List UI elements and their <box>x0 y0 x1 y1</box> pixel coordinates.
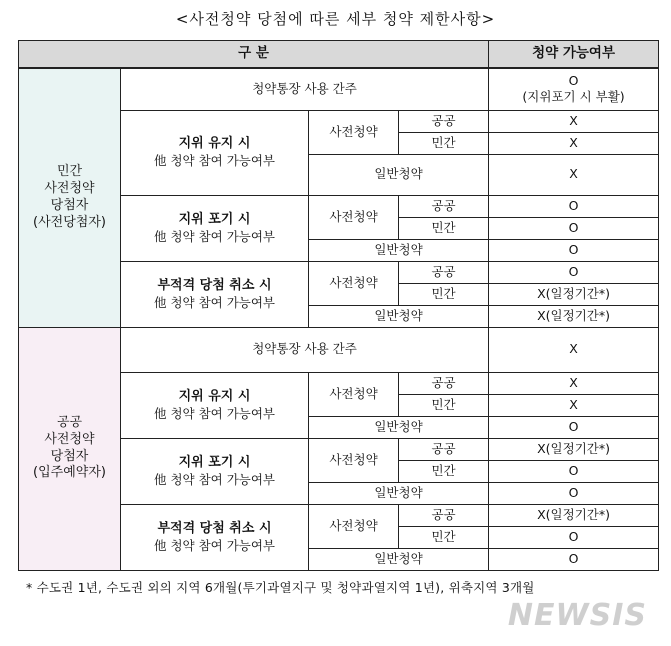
group-label-private <box>19 68 121 327</box>
private-label: 민간 <box>399 394 489 416</box>
group-label-line: 사전청약 <box>44 180 95 196</box>
condition-title: 부적격 당첨 취소 시 <box>157 277 272 293</box>
public-value: X <box>489 372 659 394</box>
account-label: 청약통장 사용 간주 <box>121 327 489 372</box>
general-label: 일반청약 <box>309 239 489 261</box>
pre-subscription-label: 사전청약 <box>309 372 399 416</box>
private-value: O <box>489 526 659 548</box>
public-value: X(일정기간*) <box>489 504 659 526</box>
table-row <box>19 68 659 110</box>
condition-cell <box>121 261 309 327</box>
condition-cell <box>121 110 309 195</box>
private-label: 민간 <box>399 283 489 305</box>
general-label: 일반청약 <box>309 154 489 195</box>
group-label-line: 사전청약 <box>44 431 95 447</box>
pre-subscription-label: 사전청약 <box>309 504 399 548</box>
private-label: 민간 <box>399 217 489 239</box>
group-label-line: 당첨자 <box>50 448 89 464</box>
pre-subscription-label: 사전청약 <box>309 261 399 305</box>
condition-title: 지위 유지 시 <box>178 136 251 152</box>
group-label-line: 공공 <box>56 414 83 430</box>
public-label: 공공 <box>399 261 489 283</box>
general-label: 일반청약 <box>309 416 489 438</box>
public-value: X <box>489 110 659 132</box>
general-value: O <box>489 239 659 261</box>
header-availability: 청약 가능여부 <box>489 41 659 69</box>
general-value: O <box>489 548 659 570</box>
group-label-line: (입주예약자) <box>33 465 106 481</box>
pre-subscription-label: 사전청약 <box>309 438 399 482</box>
general-label: 일반청약 <box>309 548 489 570</box>
public-label: 공공 <box>399 504 489 526</box>
condition-title: 지위 포기 시 <box>178 454 251 470</box>
newsis-watermark-logo: NEWSIS <box>507 598 647 633</box>
public-value: O <box>489 261 659 283</box>
public-label: 공공 <box>399 195 489 217</box>
condition-title: 지위 포기 시 <box>178 211 251 227</box>
private-label: 민간 <box>399 460 489 482</box>
condition-title: 지위 유지 시 <box>178 388 251 404</box>
pre-subscription-label: 사전청약 <box>309 195 399 239</box>
condition-sub: 他 청약 참여 가능여부 <box>153 405 276 421</box>
general-value: O <box>489 416 659 438</box>
general-value: O <box>489 482 659 504</box>
condition-sub: 他 청약 참여 가능여부 <box>153 471 276 487</box>
account-value-line: X <box>569 341 578 357</box>
account-value <box>489 327 659 372</box>
public-label: 공공 <box>399 110 489 132</box>
private-value: X(일정기간*) <box>489 283 659 305</box>
public-label: 공공 <box>399 438 489 460</box>
general-value: X <box>489 154 659 195</box>
condition-cell <box>121 504 309 570</box>
pre-subscription-label: 사전청약 <box>309 110 399 154</box>
table-row <box>19 327 659 372</box>
private-label: 민간 <box>399 132 489 154</box>
table-title: <사전청약 당첨에 따른 세부 청약 제한사항> <box>175 10 496 28</box>
condition-cell <box>121 372 309 438</box>
condition-sub: 他 청약 참여 가능여부 <box>153 537 276 553</box>
private-value: O <box>489 460 659 482</box>
header-category: 구 분 <box>19 41 489 69</box>
general-label: 일반청약 <box>309 482 489 504</box>
account-value-line: (지위포기 시 부활) <box>522 89 625 105</box>
footnote: * 수도권 1년, 수도권 외의 지역 6개월(투기과열지구 및 청약과열지역 1년), 위축지역 3개월 <box>26 580 535 595</box>
group-label-line: (사전당첨자) <box>33 214 106 230</box>
group-label-public <box>19 327 121 570</box>
restriction-table <box>18 40 659 571</box>
group-label-line: 당첨자 <box>50 197 89 213</box>
account-value <box>489 68 659 110</box>
private-value: X <box>489 132 659 154</box>
condition-sub: 他 청약 참여 가능여부 <box>153 153 276 169</box>
private-label: 민간 <box>399 526 489 548</box>
public-value: O <box>489 195 659 217</box>
condition-cell <box>121 438 309 504</box>
account-label: 청약통장 사용 간주 <box>121 68 489 110</box>
public-label: 공공 <box>399 372 489 394</box>
general-value: X(일정기간*) <box>489 305 659 327</box>
private-value: X <box>489 394 659 416</box>
public-value: X(일정기간*) <box>489 438 659 460</box>
account-value-line: O <box>568 73 579 88</box>
condition-title: 부적격 당첨 취소 시 <box>157 520 272 536</box>
private-value: O <box>489 217 659 239</box>
header-row <box>19 41 659 69</box>
group-label-line: 민간 <box>56 163 83 179</box>
condition-cell <box>121 195 309 261</box>
condition-sub: 他 청약 참여 가능여부 <box>153 228 276 244</box>
general-label: 일반청약 <box>309 305 489 327</box>
condition-sub: 他 청약 참여 가능여부 <box>153 294 276 310</box>
